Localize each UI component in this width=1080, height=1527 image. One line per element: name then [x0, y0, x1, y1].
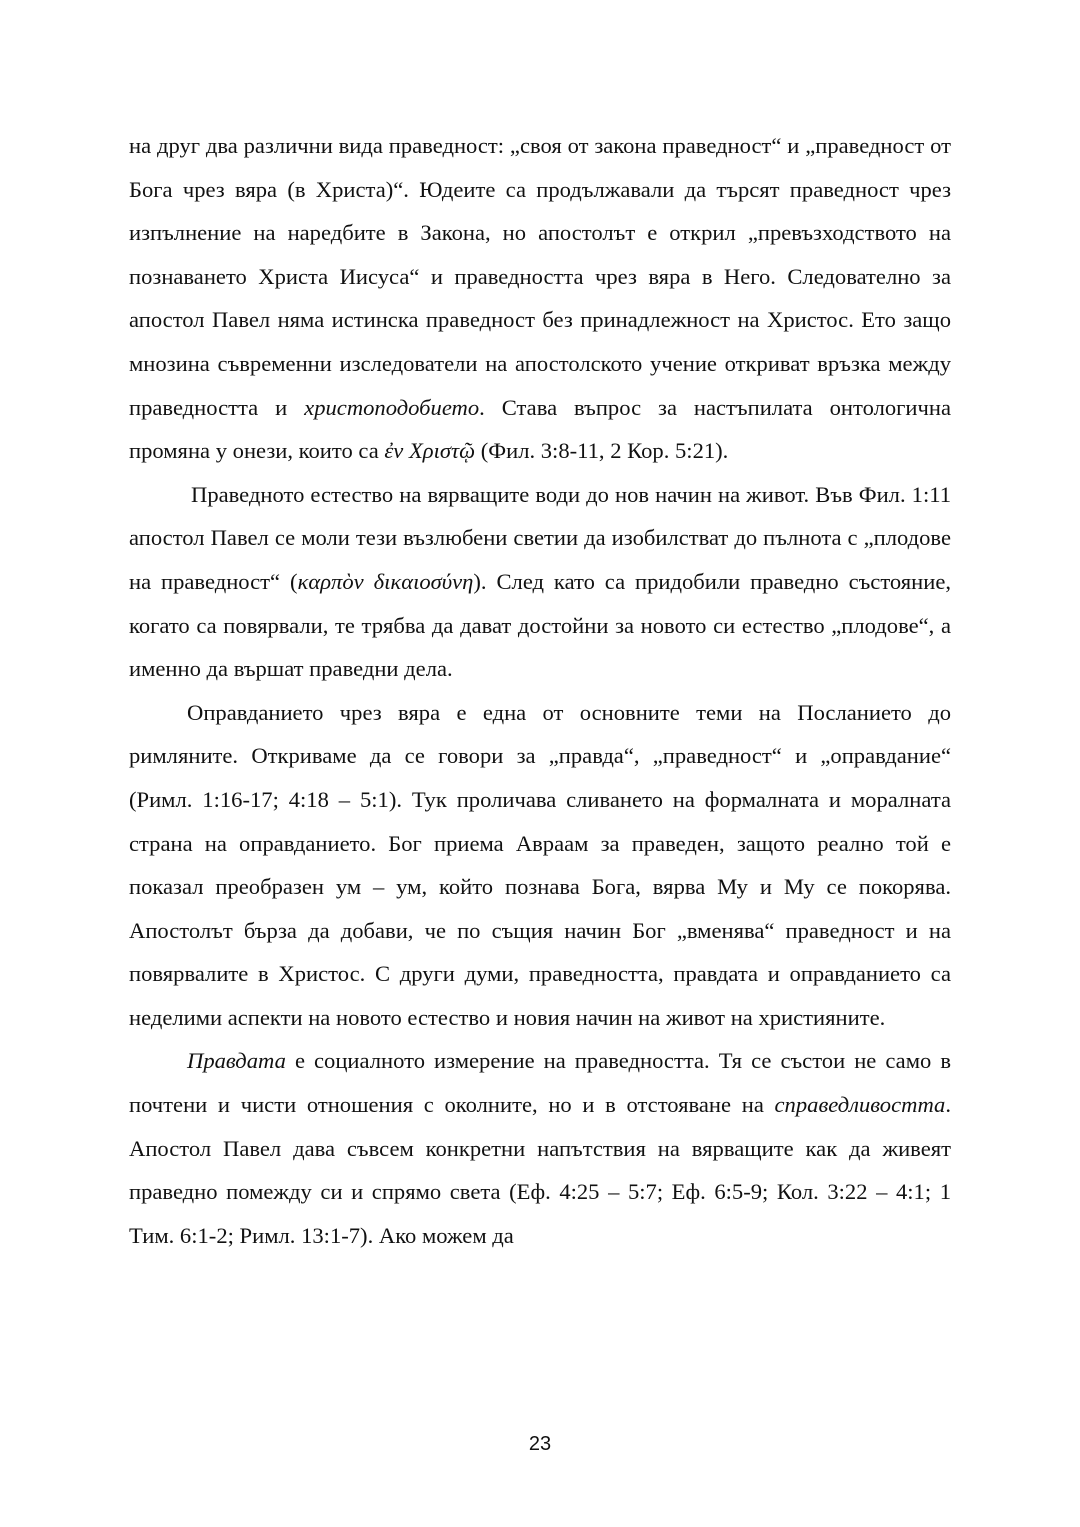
text-body	[129, 124, 951, 1257]
p4-italic-pravdata: Правдата	[187, 1048, 286, 1074]
paragraph-1	[129, 124, 951, 473]
p4-text-2: . Апостол Павел дава съвсем конкретни напътствия на вярващите как да живеят праведно помежду си и спрямо света (Еф. 4:25 – 5:7; Еф. 6:5-9; Кол. 3:22 – 4:1; 1 Тим. 6:1-2; Римл. 13:1-7). Ако можем да	[129, 1092, 951, 1248]
p1-italic-greek-phrase: ἐν Χριστῷ	[384, 438, 476, 464]
p1-italic-christlikeness: христоподобието	[304, 394, 480, 420]
p2-text-2: ). След като са придобили праведно състояние, когато са повярвали, те трябва да дават достойни за новото си естество „плодове“, а именно да вършат праведни дела.	[129, 568, 952, 682]
p1-text-3: (Фил. 3:8-11, 2 Кор. 5:21).	[475, 438, 729, 464]
paragraph-3	[129, 691, 951, 1040]
p4-italic-justice: справедливостта	[774, 1092, 946, 1118]
p2-text-1: Праведното естество на вярващите води до нов начин на живот. Във Фил. 1:11 апостол Павел се моли тези възлюбени светии да изобилстват до пълнота с „плодове на праведност“ (	[129, 481, 951, 594]
paragraph-2	[129, 473, 951, 691]
page-number: 23	[528, 1433, 552, 1455]
p1-text-2: . Става въпрос за настъпилата онтологична промяна у онези, които са	[129, 394, 951, 464]
p2-italic-greek-phrase: καρπὸν δικαιοσύνη	[297, 568, 474, 594]
p3-text-1: Оправданието чрез вяра е една от основните теми на Посланието до римляните. Откриваме да се говори за „правда“, „праведност“ и „оправдание“ (Римл. 1:16-17; 4:18 – 5:1). Тук проличава сливането на формалната и моралната страна на оправданието. Бог приема Авраам за праведен, защото реално той е показал преобразен ум – ум, който познава Бога, вярва Му и Му се покорява. Апостолът бърза да добави, че по същия начин Бог „вменява“ праведност и на повярвалите в Христос. С други думи, праведността, правдата и оправданието са неделими аспекти на новото естество и новия начин на живот на християните.	[129, 699, 951, 1030]
p4-text-1: е социалното измерение на праведността. Тя се състои не само в почтени и чисти отношения с околните, но и в отстояване на	[129, 1048, 951, 1118]
paragraph-4	[129, 1039, 951, 1257]
p1-text-1: на друг два различни вида праведност: „своя от закона праведност“ и „праведност от Бога чрез вяра (в Христа)“. Юдеите са продължавали да търсят праведност чрез изпълнение на наредбите в Закона, но апостолът е открил „превъзходството на познаването Христа Иисуса“ и праведността чрез вяра в Него. Следователно за апостол Павел няма истинска праведност без принадлежност на Христос. Ето защо мнозина съвременни изследователи на апостолското учение откриват връзка между праведността и	[129, 133, 951, 420]
